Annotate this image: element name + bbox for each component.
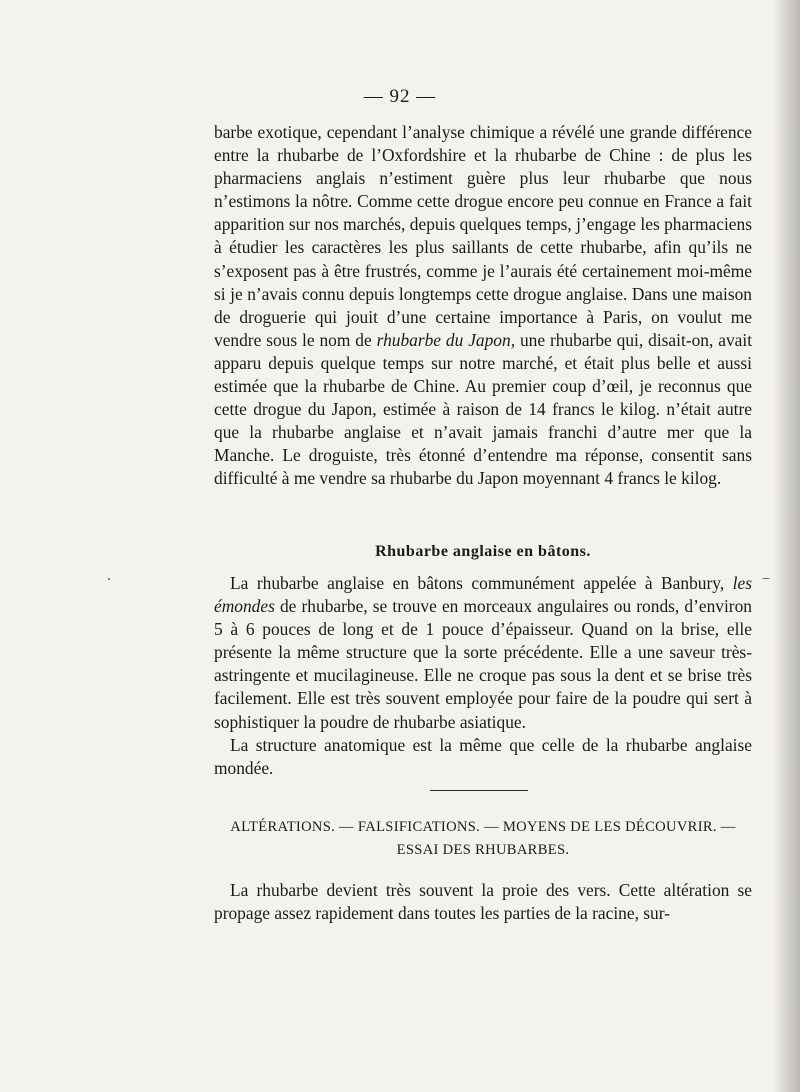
paragraph-2-italic: les émondes [214, 573, 752, 617]
paragraph-3 [214, 879, 752, 925]
subsection-heading: Rhubarbe anglaise en bâtons. [375, 543, 591, 560]
paragraph-1 [214, 121, 752, 491]
paragraph-1-italic: rhubarbe du Japon, [376, 329, 516, 350]
page-edge-shadow [772, 0, 800, 1092]
paragraph-2-text: La rhubarbe anglaise en bâtons communément appelée à Banbury, [230, 573, 725, 593]
paper-speck [108, 578, 110, 580]
paragraph-3-text: La rhubarbe devient très souvent la proie des vers. Cette altération se propage assez rapidement dans toutes les parties de la racine, sur- [214, 880, 752, 924]
page-number: — 92 — [363, 86, 437, 107]
paper-speck [762, 578, 770, 579]
section-title-line-2: ESSAI DES RHUBARBES. [396, 842, 570, 858]
paragraph-1-continuation: une rhubarbe qui, disait-on, avait apparu depuis quelque temps sur notre marché, et était plus belle et aussi estimée que la rhubarbe de Chine. Au premier coup d’œil, je reconnus que cette drogue du Japon, estimée à raison de 14 francs le kilog. n’était autre que la rhubarbe anglaise et n’avait jamais franchi d’autre mer que la Manche. Le droguiste, très étonné d’entendre ma réponse, consentit sans difficulté à me vendre sa rhubarbe du Japon moyennant 4 francs le kilog. [214, 329, 753, 489]
section-divider [430, 790, 528, 791]
section-title [214, 816, 752, 862]
paragraph-2 [214, 572, 752, 780]
paragraph-2b: La structure anatomique est la même que celle de la rhubarbe anglaise mondée. [214, 734, 752, 778]
paragraph-2-continuation: de rhubarbe, se trouve en morceaux angulaires ou ronds, d’environ 5 à 6 pouces de long et de 1 pouce d’épaisseur. Quand on la brise, elle présente la même structure que la sorte précédente. Elle a une saveur très- astringente et mucilagineuse. Elle ne croque pas sous la dent et se brise très facilement. Elle est très souvent employée pour faire de la poudre qui sert à sophistiquer la poudre de rhubarbe asiatique. [214, 596, 752, 732]
paragraph-1-text: barbe exotique, cependant l’analyse chimique a révélé une grande différence entre la rhubarbe de l’Oxfordshire et la rhubarbe de Chine : de plus les pharmaciens anglais n’estiment guère plus leur rhubarbe que nous n’estimons la nôtre. Comme cette drogue encore peu connue en France a fait apparition sur nos marchés, depuis quelques temps, j’engage les pharmaciens à étudier les caractères les plus saillants de cette rhubarbe, afin qu’ils ne s’exposent pas à être frustrés, comme je l’aurais été certainement moi-même si je n’avais connu depuis longtemps cette drogue anglaise. Dans une maison de droguerie qui jouit d’une certaine importance à Paris, on voulut me vendre sous le nom de [214, 122, 752, 350]
section-title-line-1: ALTÉRATIONS. — FALSIFICATIONS. — MOYENS DE LES DÉCOUVRIR. — [230, 819, 736, 835]
